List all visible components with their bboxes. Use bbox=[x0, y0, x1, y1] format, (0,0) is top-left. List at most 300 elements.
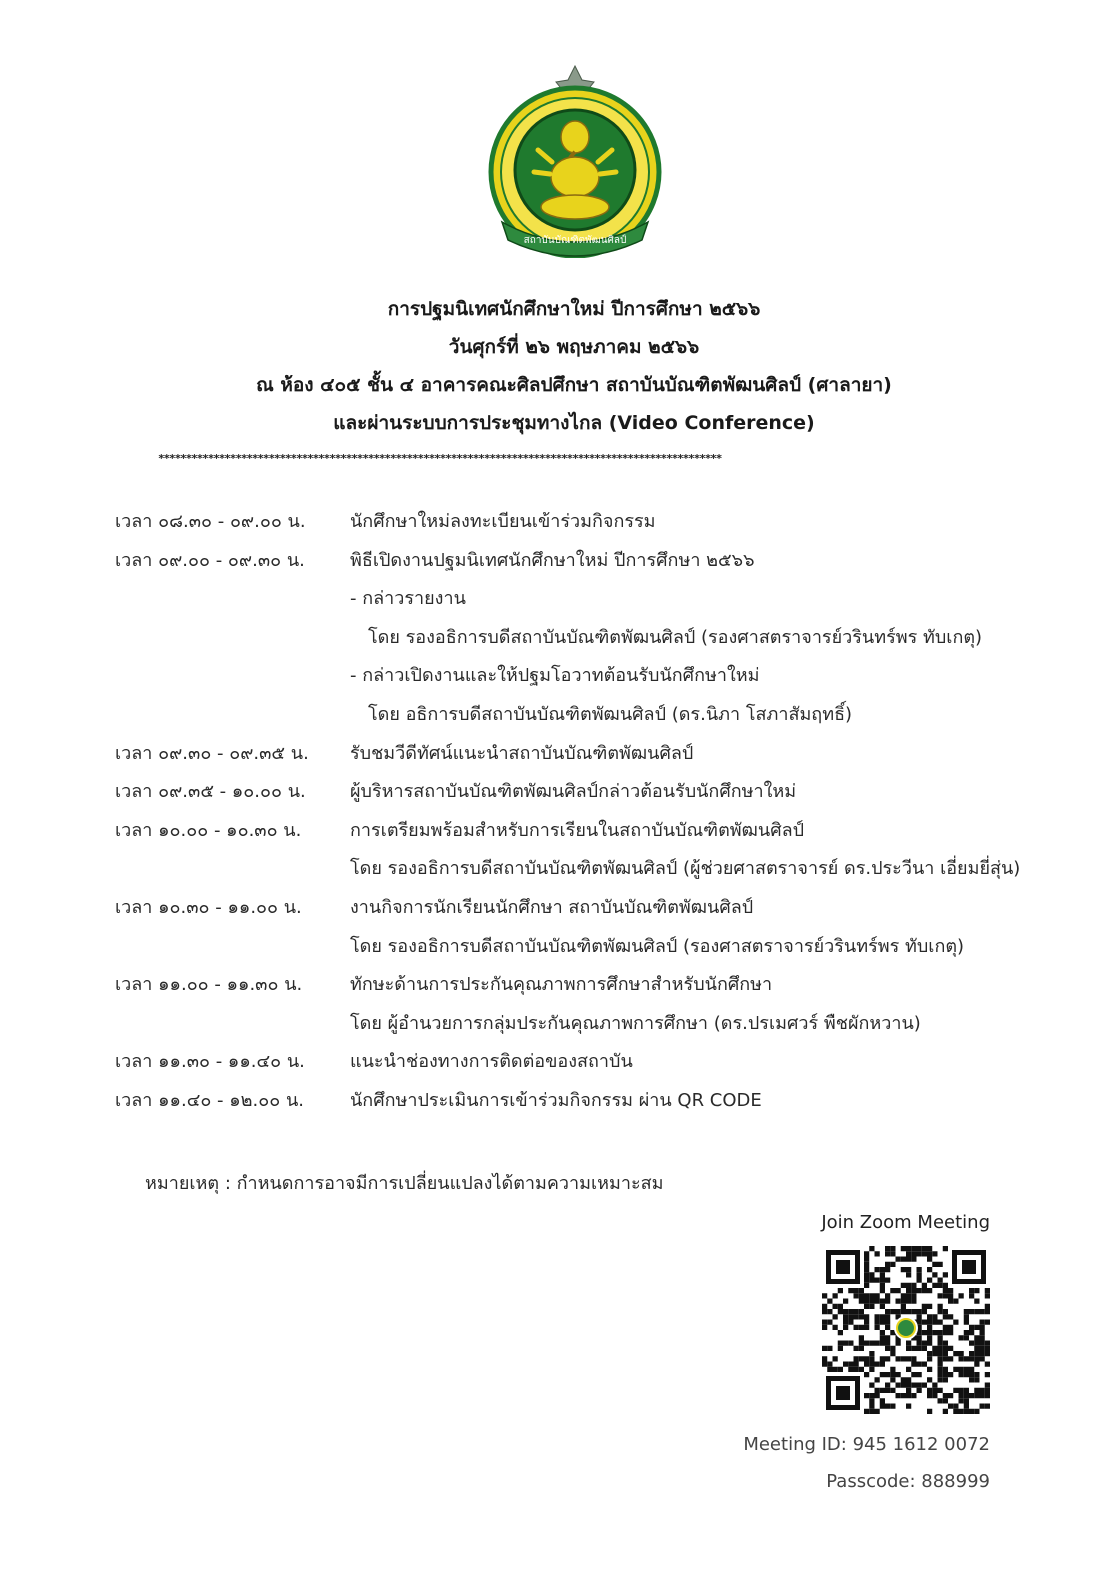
schedule-list bbox=[0, 500, 1110, 1118]
zoom-title: Join Zoom Meeting bbox=[821, 1212, 990, 1233]
qr-module bbox=[948, 1404, 953, 1409]
qr-module bbox=[985, 1309, 990, 1314]
qr-module bbox=[943, 1293, 948, 1298]
qr-module bbox=[864, 1272, 869, 1277]
qr-module bbox=[964, 1404, 969, 1409]
qr-module bbox=[927, 1267, 932, 1272]
schedule-row bbox=[0, 500, 1110, 539]
qr-module bbox=[974, 1341, 979, 1346]
qr-module bbox=[980, 1325, 985, 1330]
row-desc: - กล่าวเปิดงานและให้ปฐมโอวาทต้อนรับนักศึกษาใหม่ bbox=[350, 665, 760, 687]
qr-module bbox=[932, 1314, 937, 1319]
qr-module bbox=[827, 1367, 832, 1372]
qr-module bbox=[822, 1320, 827, 1325]
qr-module bbox=[906, 1393, 911, 1398]
qr-module bbox=[948, 1330, 953, 1335]
qr-module bbox=[959, 1388, 964, 1393]
qr-module bbox=[938, 1341, 943, 1346]
qr-module bbox=[932, 1388, 937, 1393]
qr-module bbox=[880, 1356, 885, 1361]
qr-module bbox=[869, 1409, 874, 1414]
qr-module bbox=[932, 1251, 937, 1256]
qr-module bbox=[911, 1283, 916, 1288]
qr-module bbox=[890, 1351, 895, 1356]
qr-module bbox=[943, 1372, 948, 1377]
qr-module bbox=[859, 1346, 864, 1351]
qr-module bbox=[917, 1251, 922, 1256]
qr-module bbox=[854, 1367, 859, 1372]
qr-module bbox=[917, 1272, 922, 1277]
qr-module bbox=[932, 1393, 937, 1398]
qr-module bbox=[880, 1362, 885, 1367]
qr-module bbox=[917, 1372, 922, 1377]
qr-module bbox=[938, 1372, 943, 1377]
qr-module bbox=[948, 1314, 953, 1319]
qr-module bbox=[906, 1283, 911, 1288]
qr-module bbox=[875, 1377, 880, 1382]
qr-module bbox=[911, 1293, 916, 1298]
qr-module bbox=[917, 1267, 922, 1272]
qr-module bbox=[859, 1356, 864, 1361]
qr-module bbox=[854, 1325, 859, 1330]
qr-module bbox=[938, 1309, 943, 1314]
qr-module bbox=[906, 1388, 911, 1393]
qr-module bbox=[838, 1288, 843, 1293]
schedule-row bbox=[0, 539, 1110, 578]
qr-module bbox=[901, 1356, 906, 1361]
qr-module bbox=[980, 1351, 985, 1356]
qr-module bbox=[901, 1377, 906, 1382]
qr-module bbox=[822, 1304, 827, 1309]
qr-module bbox=[964, 1320, 969, 1325]
qr-module bbox=[969, 1351, 974, 1356]
qr-module bbox=[985, 1293, 990, 1298]
qr-module bbox=[854, 1314, 859, 1319]
qr-module bbox=[875, 1320, 880, 1325]
qr-module bbox=[875, 1409, 880, 1414]
qr-module bbox=[885, 1404, 890, 1409]
schedule-row bbox=[0, 577, 1110, 616]
qr-module bbox=[880, 1278, 885, 1283]
qr-module bbox=[943, 1246, 948, 1251]
qr-module bbox=[880, 1272, 885, 1277]
qr-module bbox=[854, 1362, 859, 1367]
qr-module bbox=[943, 1409, 948, 1414]
qr-module bbox=[932, 1283, 937, 1288]
qr-module bbox=[943, 1272, 948, 1277]
qr-module bbox=[906, 1346, 911, 1351]
qr-module bbox=[875, 1278, 880, 1283]
qr-module bbox=[890, 1246, 895, 1251]
row-time: เวลา ๑๑.๔๐ - ๑๒.๐๐ น. bbox=[115, 1089, 304, 1111]
qr-module bbox=[938, 1335, 943, 1340]
qr-module bbox=[953, 1409, 958, 1414]
qr-module bbox=[943, 1367, 948, 1372]
qr-module bbox=[932, 1351, 937, 1356]
qr-module bbox=[880, 1372, 885, 1377]
qr-module bbox=[848, 1314, 853, 1319]
qr-module bbox=[901, 1293, 906, 1298]
qr-module bbox=[974, 1335, 979, 1340]
qr-module bbox=[906, 1356, 911, 1361]
qr-module bbox=[917, 1388, 922, 1393]
row-time: เวลา ๐๘.๓๐ - ๐๙.๐๐ น. bbox=[115, 511, 306, 532]
row-time: เวลา ๑๐.๓๐ - ๑๑.๐๐ น. bbox=[115, 896, 302, 918]
qr-module bbox=[969, 1288, 974, 1293]
qr-module bbox=[974, 1356, 979, 1361]
qr-module bbox=[864, 1299, 869, 1304]
document-header bbox=[0, 290, 1110, 442]
qr-module bbox=[927, 1341, 932, 1346]
qr-module bbox=[927, 1393, 932, 1398]
qr-module bbox=[880, 1404, 885, 1409]
qr-module bbox=[938, 1377, 943, 1382]
qr-module bbox=[922, 1320, 927, 1325]
qr-module bbox=[833, 1314, 838, 1319]
qr-module bbox=[969, 1367, 974, 1372]
qr-module bbox=[969, 1341, 974, 1346]
schedule-row bbox=[0, 1040, 1110, 1079]
qr-module bbox=[875, 1293, 880, 1298]
qr-module bbox=[864, 1267, 869, 1272]
qr-module bbox=[885, 1314, 890, 1319]
qr-module bbox=[938, 1320, 943, 1325]
qr-module bbox=[917, 1383, 922, 1388]
qr-module bbox=[833, 1304, 838, 1309]
qr-module bbox=[848, 1320, 853, 1325]
row-desc: การเตรียมพร้อมสำหรับการเรียนในสถาบันบัณฑิตพัฒนศิลป์ bbox=[350, 819, 805, 841]
qr-module bbox=[980, 1356, 985, 1361]
row-time: เวลา ๐๙.๓๐ - ๐๙.๓๕ น. bbox=[115, 742, 309, 764]
qr-module bbox=[943, 1325, 948, 1330]
qr-module bbox=[927, 1325, 932, 1330]
qr-module bbox=[854, 1309, 859, 1314]
row-time: เวลา ๐๙.๐๐ - ๐๙.๓๐ น. bbox=[115, 549, 305, 571]
schedule-row bbox=[0, 654, 1110, 693]
qr-module bbox=[864, 1251, 869, 1256]
row-time: เวลา ๑๑.๐๐ - ๑๑.๓๐ น. bbox=[115, 974, 303, 996]
qr-module bbox=[943, 1341, 948, 1346]
schedule-row bbox=[0, 847, 1110, 886]
qr-module bbox=[953, 1299, 958, 1304]
qr-module bbox=[917, 1288, 922, 1293]
qr-module bbox=[985, 1388, 990, 1393]
qr-module bbox=[869, 1351, 874, 1356]
qr-module bbox=[848, 1362, 853, 1367]
qr-module bbox=[843, 1299, 848, 1304]
qr-module bbox=[906, 1257, 911, 1262]
qr-module bbox=[943, 1330, 948, 1335]
qr-module bbox=[938, 1283, 943, 1288]
qr-module bbox=[901, 1304, 906, 1309]
qr-module bbox=[880, 1304, 885, 1309]
qr-module bbox=[827, 1346, 832, 1351]
qr-module bbox=[985, 1351, 990, 1356]
qr-module bbox=[938, 1293, 943, 1298]
qr-module bbox=[854, 1288, 859, 1293]
qr-module bbox=[980, 1404, 985, 1409]
schedule-row bbox=[0, 732, 1110, 771]
qr-module bbox=[859, 1367, 864, 1372]
qr-module bbox=[948, 1325, 953, 1330]
qr-module bbox=[896, 1257, 901, 1262]
qr-module bbox=[875, 1299, 880, 1304]
qr-module bbox=[974, 1393, 979, 1398]
qr-module bbox=[927, 1288, 932, 1293]
qr-module bbox=[969, 1325, 974, 1330]
qr-module bbox=[822, 1346, 827, 1351]
qr-module bbox=[885, 1320, 890, 1325]
qr-module bbox=[901, 1393, 906, 1398]
qr-module bbox=[848, 1309, 853, 1314]
qr-module bbox=[943, 1398, 948, 1403]
qr-module bbox=[885, 1335, 890, 1340]
qr-module bbox=[917, 1335, 922, 1340]
qr-module bbox=[917, 1362, 922, 1367]
row-desc: ผู้บริหารสถาบันบัณฑิตพัฒนศิลป์กล่าวต้อนรับนักศึกษาใหม่ bbox=[350, 781, 797, 803]
qr-module bbox=[880, 1314, 885, 1319]
qr-module bbox=[885, 1299, 890, 1304]
qr-module bbox=[938, 1398, 943, 1403]
qr-module bbox=[885, 1262, 890, 1267]
qr-module bbox=[864, 1293, 869, 1298]
qr-module bbox=[985, 1372, 990, 1377]
qr-module bbox=[938, 1356, 943, 1361]
qr-module bbox=[854, 1356, 859, 1361]
qr-module bbox=[927, 1409, 932, 1414]
qr-module bbox=[843, 1309, 848, 1314]
qr-module bbox=[827, 1320, 832, 1325]
qr-module bbox=[822, 1309, 827, 1314]
qr-module bbox=[964, 1309, 969, 1314]
qr-module bbox=[896, 1393, 901, 1398]
qr-module bbox=[927, 1246, 932, 1251]
qr-module bbox=[974, 1325, 979, 1330]
qr-module bbox=[927, 1367, 932, 1372]
qr-module bbox=[974, 1388, 979, 1393]
qr-module bbox=[927, 1335, 932, 1340]
qr-module bbox=[859, 1341, 864, 1346]
qr-module bbox=[964, 1398, 969, 1403]
qr-module bbox=[911, 1288, 916, 1293]
qr-module bbox=[890, 1367, 895, 1372]
qr-module bbox=[854, 1293, 859, 1298]
qr-module bbox=[901, 1257, 906, 1262]
qr-module bbox=[922, 1383, 927, 1388]
qr-module bbox=[885, 1278, 890, 1283]
qr-module bbox=[869, 1299, 874, 1304]
row-desc: รับชมวีดีทัศน์แนะนำสถาบันบัณฑิตพัฒนศิลป์ bbox=[350, 742, 694, 764]
qr-module bbox=[964, 1314, 969, 1319]
qr-module bbox=[938, 1362, 943, 1367]
qr-module bbox=[927, 1251, 932, 1256]
header-online: และผ่านระบบการประชุมทางไกล (Video Conference) bbox=[333, 412, 815, 434]
qr-module bbox=[890, 1251, 895, 1256]
qr-module bbox=[985, 1393, 990, 1398]
qr-module bbox=[822, 1325, 827, 1330]
qr-module bbox=[938, 1388, 943, 1393]
qr-module bbox=[869, 1272, 874, 1277]
qr-module bbox=[922, 1330, 927, 1335]
qr-module bbox=[985, 1288, 990, 1293]
qr-module bbox=[880, 1330, 885, 1335]
qr-module bbox=[843, 1362, 848, 1367]
zoom-meeting-id: Meeting ID: 945 1612 0072 bbox=[743, 1434, 990, 1455]
qr-module bbox=[911, 1362, 916, 1367]
qr-module bbox=[890, 1288, 895, 1293]
qr-module bbox=[932, 1346, 937, 1351]
qr-module bbox=[885, 1372, 890, 1377]
qr-module bbox=[953, 1388, 958, 1393]
qr-module bbox=[917, 1346, 922, 1351]
qr-module bbox=[948, 1288, 953, 1293]
qr-module bbox=[896, 1341, 901, 1346]
qr-module bbox=[917, 1309, 922, 1314]
qr-module bbox=[869, 1398, 874, 1403]
qr-module bbox=[953, 1367, 958, 1372]
qr-module bbox=[880, 1283, 885, 1288]
qr-module bbox=[843, 1325, 848, 1330]
qr-module bbox=[969, 1356, 974, 1361]
qr-module bbox=[906, 1251, 911, 1256]
qr-module bbox=[885, 1356, 890, 1361]
qr-module bbox=[974, 1346, 979, 1351]
qr-module bbox=[959, 1335, 964, 1340]
qr-module bbox=[864, 1320, 869, 1325]
row-desc: นักศึกษาประเมินการเข้าร่วมกิจกรรม ผ่าน QR CODE bbox=[350, 1089, 762, 1111]
qr-module bbox=[838, 1346, 843, 1351]
qr-module bbox=[985, 1362, 990, 1367]
qr-module bbox=[974, 1288, 979, 1293]
qr-module bbox=[864, 1278, 869, 1283]
qr-module bbox=[974, 1409, 979, 1414]
schedule-row bbox=[0, 886, 1110, 925]
qr-module bbox=[985, 1404, 990, 1409]
qr-module bbox=[880, 1267, 885, 1272]
qr-module bbox=[843, 1341, 848, 1346]
qr-module bbox=[927, 1330, 932, 1335]
qr-module bbox=[901, 1246, 906, 1251]
qr-module bbox=[833, 1293, 838, 1298]
qr-module bbox=[932, 1320, 937, 1325]
qr-module bbox=[922, 1304, 927, 1309]
qr-module bbox=[927, 1351, 932, 1356]
qr-module bbox=[906, 1377, 911, 1382]
qr-module bbox=[848, 1288, 853, 1293]
qr-module bbox=[969, 1377, 974, 1382]
qr-module bbox=[890, 1346, 895, 1351]
qr-module bbox=[906, 1383, 911, 1388]
qr-module bbox=[869, 1341, 874, 1346]
row-desc: พิธีเปิดงานปฐมนิเทศนักศึกษาใหม่ ปีการศึกษา ๒๕๖๖ bbox=[350, 549, 755, 571]
qr-module bbox=[974, 1351, 979, 1356]
qr-module bbox=[964, 1372, 969, 1377]
qr-module bbox=[885, 1325, 890, 1330]
remark-note: หมายเหตุ : กำหนดการอาจมีการเปลี่ยนแปลงได้ตามความเหมาะสม bbox=[145, 1173, 664, 1194]
qr-module bbox=[948, 1393, 953, 1398]
qr-module bbox=[938, 1330, 943, 1335]
qr-module bbox=[906, 1267, 911, 1272]
row-desc: โดย รองอธิการบดีสถาบันบัณฑิตพัฒนศิลป์ (รองศาสตราจารย์วรินทร์พร ทับเกตุ) bbox=[350, 935, 965, 957]
qr-module bbox=[959, 1398, 964, 1403]
qr-module bbox=[875, 1393, 880, 1398]
qr-module bbox=[864, 1341, 869, 1346]
qr-module bbox=[932, 1262, 937, 1267]
qr-module bbox=[843, 1314, 848, 1319]
qr-module bbox=[822, 1356, 827, 1361]
qr-module bbox=[969, 1372, 974, 1377]
qr-module bbox=[943, 1393, 948, 1398]
divider-stars: ****************************************************************************************************** bbox=[158, 452, 722, 465]
qr-module bbox=[974, 1372, 979, 1377]
qr-module bbox=[927, 1314, 932, 1319]
qr-module bbox=[980, 1335, 985, 1340]
qr-module bbox=[922, 1346, 927, 1351]
qr-module bbox=[969, 1330, 974, 1335]
qr-module bbox=[927, 1377, 932, 1382]
qr-center-logo-icon bbox=[897, 1319, 915, 1337]
qr-module bbox=[959, 1372, 964, 1377]
qr-module bbox=[980, 1346, 985, 1351]
qr-module bbox=[880, 1398, 885, 1403]
qr-module bbox=[932, 1383, 937, 1388]
qr-module bbox=[890, 1372, 895, 1377]
qr-module bbox=[980, 1341, 985, 1346]
qr-module bbox=[869, 1304, 874, 1309]
qr-module bbox=[911, 1251, 916, 1256]
qr-module bbox=[890, 1377, 895, 1382]
qr-module bbox=[880, 1341, 885, 1346]
header-date: วันศุกร์ที่ ๒๖ พฤษภาคม ๒๕๖๖ bbox=[448, 336, 700, 358]
qr-module bbox=[938, 1262, 943, 1267]
qr-module bbox=[864, 1325, 869, 1330]
qr-module bbox=[885, 1246, 890, 1251]
qr-module bbox=[906, 1246, 911, 1251]
qr-module bbox=[959, 1356, 964, 1361]
qr-module bbox=[953, 1404, 958, 1409]
qr-module bbox=[901, 1383, 906, 1388]
qr-module bbox=[906, 1272, 911, 1277]
qr-module bbox=[922, 1251, 927, 1256]
qr-module bbox=[917, 1341, 922, 1346]
qr-module bbox=[869, 1356, 874, 1361]
qr-module bbox=[885, 1383, 890, 1388]
schedule-row bbox=[0, 1079, 1110, 1118]
qr-module bbox=[938, 1351, 943, 1356]
qr-module bbox=[985, 1304, 990, 1309]
qr-module bbox=[980, 1330, 985, 1335]
qr-module bbox=[822, 1362, 827, 1367]
qr-module bbox=[959, 1367, 964, 1372]
qr-module bbox=[875, 1325, 880, 1330]
qr-module bbox=[959, 1351, 964, 1356]
qr-module bbox=[943, 1351, 948, 1356]
zoom-qr-code[interactable] bbox=[822, 1246, 990, 1414]
schedule-row bbox=[0, 925, 1110, 964]
qr-module bbox=[943, 1314, 948, 1319]
qr-module bbox=[875, 1341, 880, 1346]
qr-module bbox=[875, 1251, 880, 1256]
qr-module bbox=[969, 1393, 974, 1398]
qr-module bbox=[964, 1388, 969, 1393]
qr-module bbox=[911, 1257, 916, 1262]
qr-module bbox=[864, 1372, 869, 1377]
qr-module bbox=[864, 1356, 869, 1361]
qr-module bbox=[885, 1293, 890, 1298]
row-desc: โดย รองอธิการบดีสถาบันบัณฑิตพัฒนศิลป์ (ผู้ช่วยศาสตราจารย์ ดร.ประวีนา เอี่ยมยี่สุ่น) bbox=[350, 858, 1021, 880]
qr-module bbox=[848, 1367, 853, 1372]
qr-module bbox=[901, 1299, 906, 1304]
